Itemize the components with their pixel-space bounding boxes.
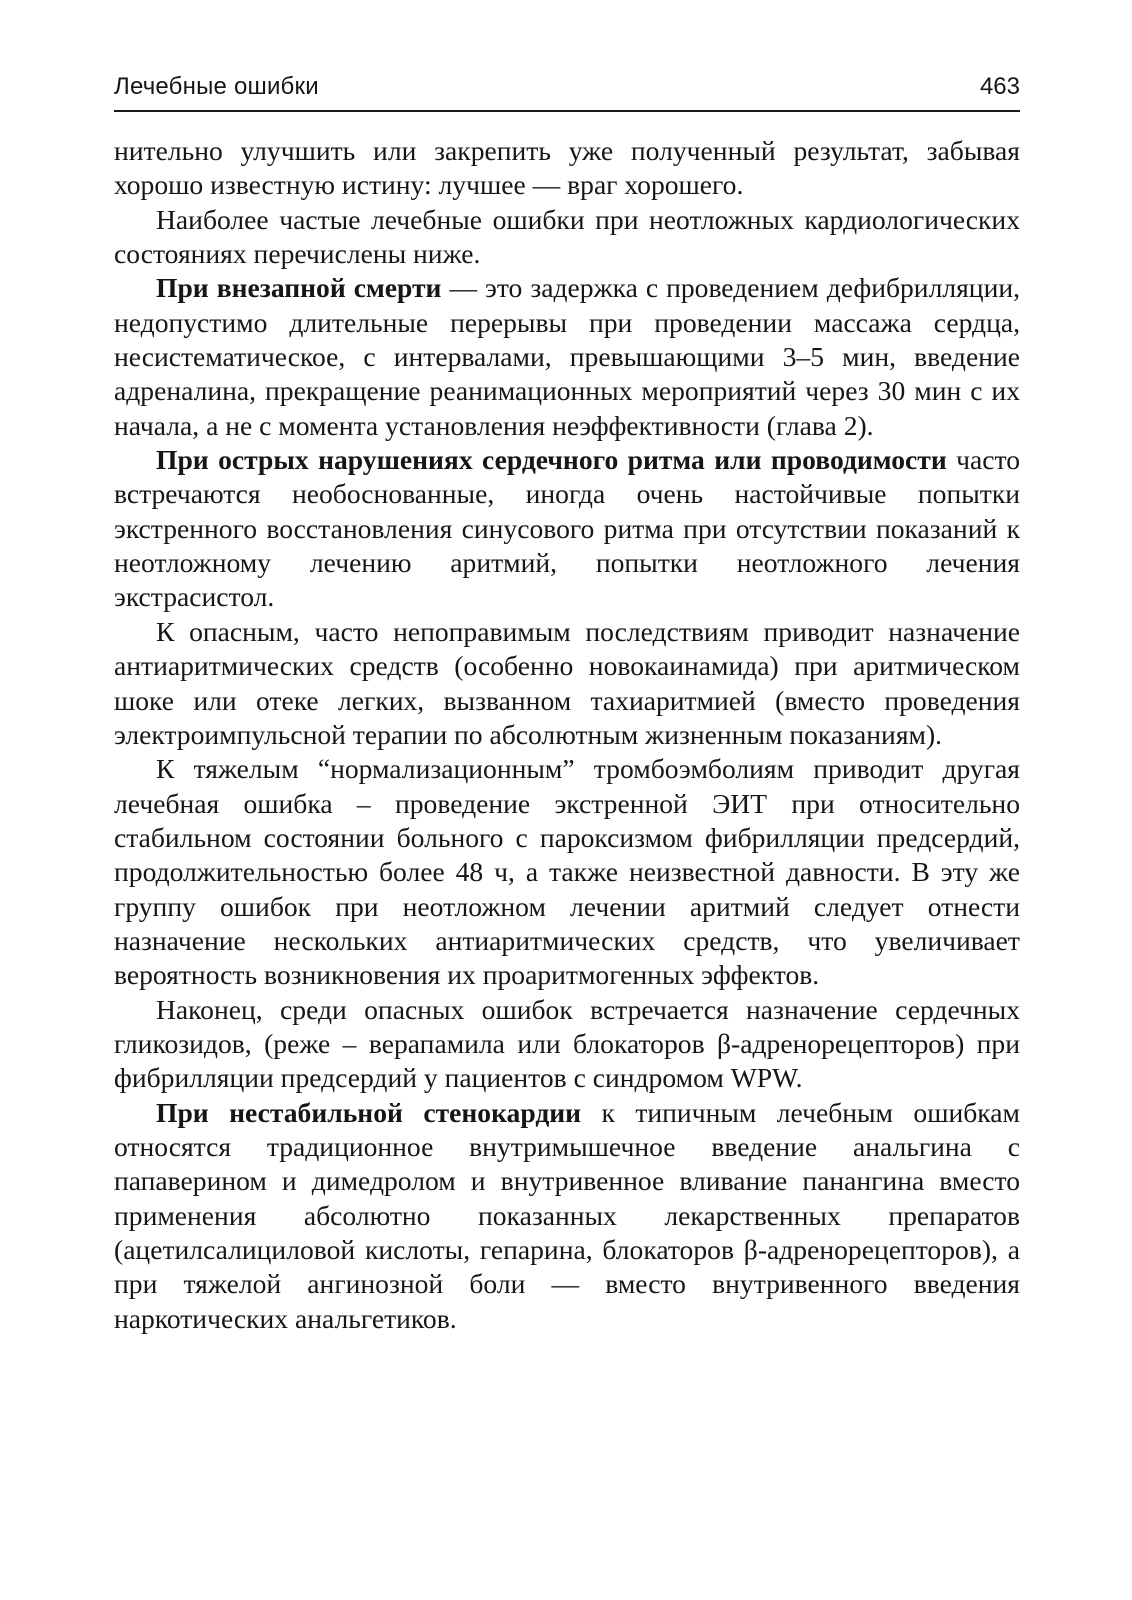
paragraph-text: часто встречаются необоснованные, иногда очень настойчивые попытки экстренного восстановления синусового ритма при отсутствии показаний к неотложному лечению аритмий, попытки неотложного лечения экстрасистол. (114, 444, 1020, 613)
paragraph (114, 271, 1020, 443)
paragraph (114, 1096, 1020, 1336)
paragraph-text: — это задержка с проведением дефибрилляции, недопустимо длительные перерывы при проведении массажа сердца, несистематическое, с интервалами, превышающими 3–5 мин, введение адреналина, прекращение реанимационных мероприятий через 30 мин с их начала, а не с момента установления неэффективности (глава 2). (114, 272, 1021, 441)
paragraph-lead: При внезапной смерти (156, 272, 442, 304)
running-header (114, 62, 1020, 112)
paragraph (114, 752, 1020, 992)
paragraph-text: нительно улучшить или закрепить уже полученный результат, забывая хорошо известную истину: лучшее — враг хорошего. (114, 135, 1020, 201)
paragraph-lead: При нестабильной стенокардии (156, 1096, 582, 1128)
paragraph (114, 615, 1020, 752)
paragraph-lead: При острых нарушениях сердечного ритма или проводимости (156, 444, 947, 476)
body-text (114, 134, 1020, 1336)
paragraph (114, 203, 1020, 272)
paragraph-text: К опасным, часто непоправимым последствиям приводит назначение антиаритмических средств (особенно новокаинамида) при аритмическом шоке или отеке легких, вызванном тахиаритмией (вместо проведения электроимпульсной терапии по абсолютным жизненным показаниям). (114, 615, 1020, 750)
paragraph (114, 443, 1020, 615)
paragraph-text: Наконец, среди опасных ошибок встречается назначение сердечных гликозидов, (реже – верапамила или блокаторов β-адренорецепторов) при фибрилляции предсердий у пациентов с синдромом WPW. (114, 993, 1020, 1094)
page-number: 463 (979, 73, 1020, 100)
paragraph-text: к типичным лечебным ошибкам относятся традиционное внутримышечное введение анальгина с папаверином и димедролом и внутривенное вливание панангина вместо применения абсолютно показанных лекарственных препаратов (ацетилсалициловой кислоты, гепарина, блокаторов β-адренорецепторов), а при тяжелой ангинозной боли — вместо внутривенного введения наркотических анальгетиков. (114, 1096, 1020, 1334)
paragraph (114, 993, 1020, 1096)
paragraph-text: Наиболее частые лечебные ошибки при неотложных кардиологических состояниях перечислены ниже. (114, 203, 1020, 270)
running-title: Лечебные ошибки (114, 73, 319, 100)
paragraph (114, 134, 1020, 203)
paragraph-text: К тяжелым “нормализационным” тромбоэмболиям приводит другая лечебная ошибка – проведение экстренной ЭИТ при относительно стабильном состоянии больного с пароксизмом фибрилляции предсердий, продолжительностью более 48 ч, а также неизвестной давности. В эту же группу ошибок при неотложном лечении аритмий следует отнести назначение нескольких антиаритмических средств, что увеличивает вероятность возникновения их проаритмогенных эффектов. (114, 753, 1020, 991)
